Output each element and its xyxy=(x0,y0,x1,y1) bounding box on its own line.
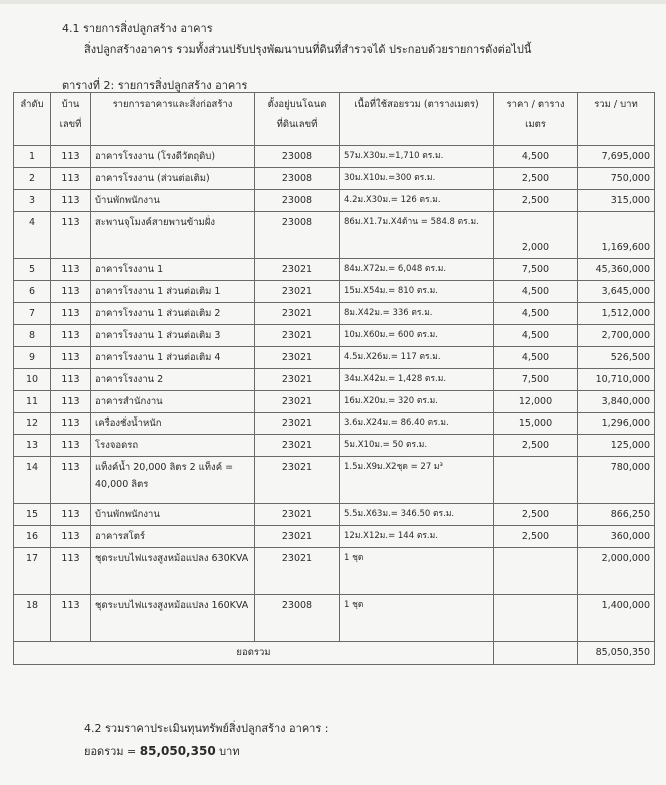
table-row xyxy=(14,146,655,168)
table-row xyxy=(14,435,655,457)
summary-unit: บาท xyxy=(215,745,240,758)
table-caption: ตารางที่ 2: รายการสิ่งปลูกสร้าง อาคาร xyxy=(62,79,248,92)
row-item: อาคารสโตร์ xyxy=(91,526,255,548)
row-area: 8ม.X42ม.= 336 ตร.ม. xyxy=(340,303,494,325)
section-title: 4.1 รายการสิ่งปลูกสร้าง อาคาร xyxy=(62,22,213,35)
header-total: รวม / บาท xyxy=(578,93,655,146)
row-area: 30ม.X10ม.=300 ตร.ม. xyxy=(340,168,494,190)
row-no: 5 xyxy=(14,259,51,281)
row-total: 2,700,000 xyxy=(578,325,655,347)
summary-title: 4.2 รวมราคาประเมินทุนทรัพย์สิ่งปลูกสร้าง อาคาร : xyxy=(84,722,329,735)
row-no: 13 xyxy=(14,435,51,457)
row-area: 1 ชุด xyxy=(340,595,494,642)
table-row xyxy=(14,168,655,190)
row-house-number: 113 xyxy=(51,548,91,595)
row-no: 7 xyxy=(14,303,51,325)
row-no: 14 xyxy=(14,457,51,504)
row-price: 2,000 xyxy=(494,212,578,259)
row-item: อาคารสำนักงาน xyxy=(91,391,255,413)
total-label: ยอดรวม xyxy=(14,642,494,665)
row-house-number: 113 xyxy=(51,347,91,369)
row-house-number: 113 xyxy=(51,595,91,642)
header-area: เนื้อที่ใช้สอยรวม (ตารางเมตร) xyxy=(340,93,494,146)
row-item: ชุดระบบไฟแรงสูงหม้อแปลง 630KVA xyxy=(91,548,255,595)
row-price: 2,500 xyxy=(494,504,578,526)
table-row xyxy=(14,212,655,259)
row-no: 17 xyxy=(14,548,51,595)
table-row xyxy=(14,413,655,435)
row-deed-number: 23008 xyxy=(255,190,340,212)
row-area: 15ม.X54ม.= 810 ตร.ม. xyxy=(340,281,494,303)
row-item: อาคารโรงงาน 2 xyxy=(91,369,255,391)
row-item: อาคารโรงงาน 1 ส่วนต่อเติม 1 xyxy=(91,281,255,303)
row-price: 4,500 xyxy=(494,347,578,369)
row-total: 7,695,000 xyxy=(578,146,655,168)
table-row xyxy=(14,526,655,548)
row-item: อาคารโรงงาน 1 xyxy=(91,259,255,281)
row-price: 12,000 xyxy=(494,391,578,413)
row-deed-number: 23021 xyxy=(255,457,340,504)
row-area: 5ม.X10ม.= 50 ตร.ม. xyxy=(340,435,494,457)
row-area: 57ม.X30ม.=1,710 ตร.ม. xyxy=(340,146,494,168)
row-price xyxy=(494,548,578,595)
row-deed-number: 23021 xyxy=(255,281,340,303)
row-house-number: 113 xyxy=(51,212,91,259)
row-area: 1 ชุด xyxy=(340,548,494,595)
header-deed-number: ตั้งอยู่บนโฉนดที่ดินเลขที่ xyxy=(255,93,340,146)
summary-value: 85,050,350 xyxy=(139,744,216,758)
row-deed-number: 23008 xyxy=(255,168,340,190)
row-deed-number: 23021 xyxy=(255,504,340,526)
row-no: 10 xyxy=(14,369,51,391)
row-deed-number: 23021 xyxy=(255,413,340,435)
row-item: โรงจอดรถ xyxy=(91,435,255,457)
row-house-number: 113 xyxy=(51,168,91,190)
row-deed-number: 23008 xyxy=(255,212,340,259)
row-total: 780,000 xyxy=(578,457,655,504)
row-no: 4 xyxy=(14,212,51,259)
row-no: 15 xyxy=(14,504,51,526)
row-item: เครื่องชั่งน้ำหนัก xyxy=(91,413,255,435)
row-house-number: 113 xyxy=(51,303,91,325)
header-house-number: บ้านเลขที่ xyxy=(51,93,91,146)
row-deed-number: 23021 xyxy=(255,347,340,369)
row-price: 7,500 xyxy=(494,259,578,281)
row-area: 34ม.X42ม.= 1,428 ตร.ม. xyxy=(340,369,494,391)
row-total: 3,840,000 xyxy=(578,391,655,413)
row-house-number: 113 xyxy=(51,259,91,281)
row-total: 866,250 xyxy=(578,504,655,526)
total-value: 85,050,350 xyxy=(578,642,655,665)
row-item: แท็งค์น้ำ 20,000 ลิตร 2 แท็งค์ = 40,000 ลิตร xyxy=(91,457,255,504)
table-row xyxy=(14,391,655,413)
row-deed-number: 23021 xyxy=(255,391,340,413)
header-price-per-sqm: ราคา / ตารางเมตร xyxy=(494,93,578,146)
row-deed-number: 23021 xyxy=(255,303,340,325)
row-total: 315,000 xyxy=(578,190,655,212)
table-row xyxy=(14,595,655,642)
row-house-number: 113 xyxy=(51,435,91,457)
row-total: 526,500 xyxy=(578,347,655,369)
row-deed-number: 23021 xyxy=(255,259,340,281)
row-deed-number: 23021 xyxy=(255,435,340,457)
row-item: อาคารโรงงาน 1 ส่วนต่อเติม 3 xyxy=(91,325,255,347)
table-header-row xyxy=(14,93,655,146)
row-price: 2,500 xyxy=(494,190,578,212)
row-house-number: 113 xyxy=(51,281,91,303)
row-item: บ้านพักพนักงาน xyxy=(91,504,255,526)
row-price: 7,500 xyxy=(494,369,578,391)
summary-label: ยอดรวม = xyxy=(84,745,140,758)
row-item: ชุดระบบไฟแรงสูงหม้อแปลง 160KVA xyxy=(91,595,255,642)
row-deed-number: 23021 xyxy=(255,369,340,391)
row-house-number: 113 xyxy=(51,457,91,504)
row-house-number: 113 xyxy=(51,413,91,435)
row-house-number: 113 xyxy=(51,504,91,526)
table-row xyxy=(14,347,655,369)
row-deed-number: 23021 xyxy=(255,526,340,548)
row-area: 4.2ม.X30ม.= 126 ตร.ม. xyxy=(340,190,494,212)
row-total: 1,512,000 xyxy=(578,303,655,325)
header-item: รายการอาคารและสิ่งก่อสร้าง xyxy=(91,93,255,146)
row-price: 4,500 xyxy=(494,281,578,303)
row-no: 18 xyxy=(14,595,51,642)
row-price xyxy=(494,595,578,642)
row-total: 2,000,000 xyxy=(578,548,655,595)
table-row xyxy=(14,303,655,325)
row-price: 15,000 xyxy=(494,413,578,435)
row-item: อาคารโรงงาน 1 ส่วนต่อเติม 4 xyxy=(91,347,255,369)
header-no: ลำดับ xyxy=(14,93,51,146)
row-total: 750,000 xyxy=(578,168,655,190)
row-no: 2 xyxy=(14,168,51,190)
table-row xyxy=(14,369,655,391)
row-price: 2,500 xyxy=(494,435,578,457)
row-total: 125,000 xyxy=(578,435,655,457)
summary-line xyxy=(84,742,240,760)
top-divider xyxy=(0,0,666,4)
row-item: อาคารโรงงาน 1 ส่วนต่อเติม 2 xyxy=(91,303,255,325)
row-area: 12ม.X12ม.= 144 ตร.ม. xyxy=(340,526,494,548)
section-description: สิ่งปลูกสร้างอาคาร รวมทั้งส่วนปรับปรุงพัฒนาบนที่ดินที่สำรวจได้ ประกอบด้วยรายการดังต่อไปนี้ xyxy=(84,43,532,56)
row-house-number: 113 xyxy=(51,325,91,347)
row-house-number: 113 xyxy=(51,526,91,548)
row-area: 3.6ม.X24ม.= 86.40 ตร.ม. xyxy=(340,413,494,435)
table-row xyxy=(14,190,655,212)
row-price: 4,500 xyxy=(494,146,578,168)
row-deed-number: 23021 xyxy=(255,548,340,595)
row-item: อาคารโรงงาน (ส่วนต่อเติม) xyxy=(91,168,255,190)
row-price: 4,500 xyxy=(494,303,578,325)
row-area: 86ม.X1.7ม.X4ด้าน = 584.8 ตร.ม. xyxy=(340,212,494,259)
table-row xyxy=(14,504,655,526)
table-total-row xyxy=(14,642,655,665)
row-price: 4,500 xyxy=(494,325,578,347)
row-total: 3,645,000 xyxy=(578,281,655,303)
row-area: 10ม.X60ม.= 600 ตร.ม. xyxy=(340,325,494,347)
row-no: 1 xyxy=(14,146,51,168)
row-item: อาคารโรงงาน (โรงดีวัตถุดิบ) xyxy=(91,146,255,168)
row-house-number: 113 xyxy=(51,146,91,168)
row-area: 5.5ม.X63ม.= 346.50 ตร.ม. xyxy=(340,504,494,526)
total-empty-cell xyxy=(494,642,578,665)
row-price xyxy=(494,457,578,504)
row-price: 2,500 xyxy=(494,526,578,548)
row-total: 1,296,000 xyxy=(578,413,655,435)
row-total: 10,710,000 xyxy=(578,369,655,391)
row-total: 1,169,600 xyxy=(578,212,655,259)
row-item: สะพานจุโมงค์สายพานข้ามฝั่ง xyxy=(91,212,255,259)
row-house-number: 113 xyxy=(51,369,91,391)
table-row xyxy=(14,548,655,595)
row-area: 84ม.X72ม.= 6,048 ตร.ม. xyxy=(340,259,494,281)
row-area: 16ม.X20ม.= 320 ตร.ม. xyxy=(340,391,494,413)
row-no: 8 xyxy=(14,325,51,347)
row-total: 360,000 xyxy=(578,526,655,548)
table-row xyxy=(14,281,655,303)
table-row xyxy=(14,259,655,281)
table-row xyxy=(14,457,655,504)
row-deed-number: 23008 xyxy=(255,595,340,642)
row-no: 16 xyxy=(14,526,51,548)
row-total: 1,400,000 xyxy=(578,595,655,642)
row-no: 3 xyxy=(14,190,51,212)
row-price: 2,500 xyxy=(494,168,578,190)
row-area: 1.5ม.X9ม.X2ชุด = 27 ม³ xyxy=(340,457,494,504)
row-no: 9 xyxy=(14,347,51,369)
row-total: 45,360,000 xyxy=(578,259,655,281)
row-no: 6 xyxy=(14,281,51,303)
row-area: 4.5ม.X26ม.= 117 ตร.ม. xyxy=(340,347,494,369)
row-house-number: 113 xyxy=(51,391,91,413)
row-no: 11 xyxy=(14,391,51,413)
row-house-number: 113 xyxy=(51,190,91,212)
table-row xyxy=(14,325,655,347)
row-item: บ้านพักพนักงาน xyxy=(91,190,255,212)
row-no: 12 xyxy=(14,413,51,435)
row-deed-number: 23008 xyxy=(255,146,340,168)
row-deed-number: 23021 xyxy=(255,325,340,347)
assets-table xyxy=(13,92,655,665)
